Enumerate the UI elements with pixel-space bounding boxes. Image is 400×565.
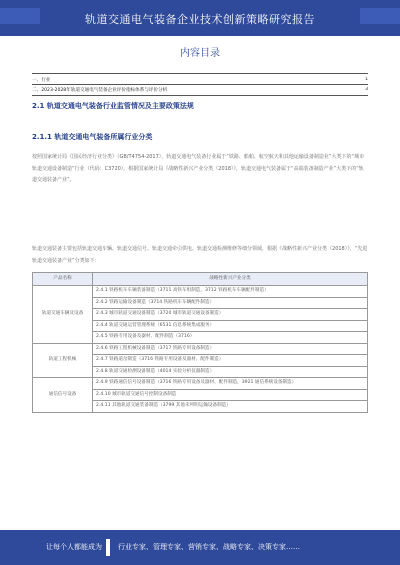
footer-divider <box>106 539 110 556</box>
toc-divider <box>32 95 368 96</box>
report-footer <box>0 530 400 565</box>
footer-slogan: 让每个人都能成为 <box>46 543 102 551</box>
classification-table <box>32 272 368 413</box>
toc-entry[interactable] <box>32 77 368 83</box>
table-header: 产品名称 <box>33 273 93 286</box>
section-heading: 2.1 轨道交通电气装备行业监管情况及主要政策法规 <box>32 102 194 110</box>
table-item-cell: 2.4.6 铁路工程机械设备制造（3717 铁路专用设备制造） <box>93 343 368 355</box>
toc-entry[interactable] <box>32 87 368 93</box>
table-item-cell: 2.4.11 其他轨道交通装备制造（3799 其他未列明运输设备制造） <box>93 401 368 413</box>
toc-title: 内容目录 <box>180 48 220 59</box>
table-row <box>33 286 368 298</box>
toc-entry-label: 二、2023-2028年轨道交通电气装备企业评价指标体系与评价分析 <box>32 88 168 93</box>
table-item-cell: 2.4.10 城市轨道交通信号控制设备制造 <box>93 389 368 401</box>
toc-entry-page: 1 <box>365 77 368 82</box>
body-paragraph: 轨道交通装备主要包括轨道交通车辆、轨道交通信号、轨道交通牵引供电、轨道交通检测维修等细分领域，根据《战略性新兴产业分类（2018）》，“先进轨道交通装备产业”分类如下： <box>32 246 368 264</box>
report-header <box>0 0 400 36</box>
table-category-cell: 通信信号设备 <box>33 378 93 413</box>
table-item-cell: 2.4.1 铁路机车车辆装备制造（3711 高铁车组制造，3712 铁路机车车辆配件制造） <box>93 286 368 298</box>
subsection-heading: 2.1.1 轨道交通电气装备所属行业分类 <box>32 133 153 141</box>
table-row <box>33 343 368 355</box>
table-item-cell: 2.4.9 铁路通信信号设备制造（3716 铁路专用设备及器材、配件制造，3921 通信系统设备制造） <box>93 378 368 390</box>
table-item-cell: 2.4.4 轨道交通运营管理系统（6531 信息系统集成服务） <box>93 320 368 332</box>
table-item-cell: 2.4.5 铁路专用设备及器材、配件制造（3716） <box>93 332 368 344</box>
table-item-cell: 2.4.7 铁路道岔制造（3716 铁路专用设备及器材、配件制造） <box>93 355 368 367</box>
table-row <box>33 378 368 390</box>
table-category-cell: 轨道交通车辆及设备 <box>33 286 93 344</box>
footer-tagline: 行业专家、管理专家、营销专家、战略专家、决策专家…… <box>118 543 300 551</box>
toc-entry-label: 一、行业 <box>32 78 51 83</box>
toc-divider <box>32 73 368 74</box>
report-title: 轨道交通电气装备企业技术创新策略研究报告 <box>85 13 315 26</box>
table-header: 战略性新兴产业分类 <box>93 273 368 286</box>
table-item-cell: 2.4.3 城市轨道交通设备制造（3720 城市轨道交通设备制造） <box>93 309 368 321</box>
table-category-cell: 轨道工程机械 <box>33 343 93 378</box>
toc-divider <box>32 84 368 85</box>
body-paragraph: 按照国家统计局《国民经济行业分类》（GB/T4754-2017），轨道交通电气装备行业属于“铁路、船舶、航空航天和其他运输设备制造业”大类下的“城市轨道交通设备制造”行业（代码：C3720）。根据国家统计局《战略性新兴产业分类（2018）》，轨道交通电气装备属于“高端装备制造产业”大类下的“轨道交通装备产业”。 <box>32 154 365 183</box>
table-item-cell: 2.4.2 铁路运输设备制造（3714 铁路机车车辆配件制造） <box>93 297 368 309</box>
table-item-cell: 2.4.8 轨道交通检测设备制造（4014 实验分析仪器制造） <box>93 366 368 378</box>
toc-entry-page: 3 <box>365 87 368 92</box>
